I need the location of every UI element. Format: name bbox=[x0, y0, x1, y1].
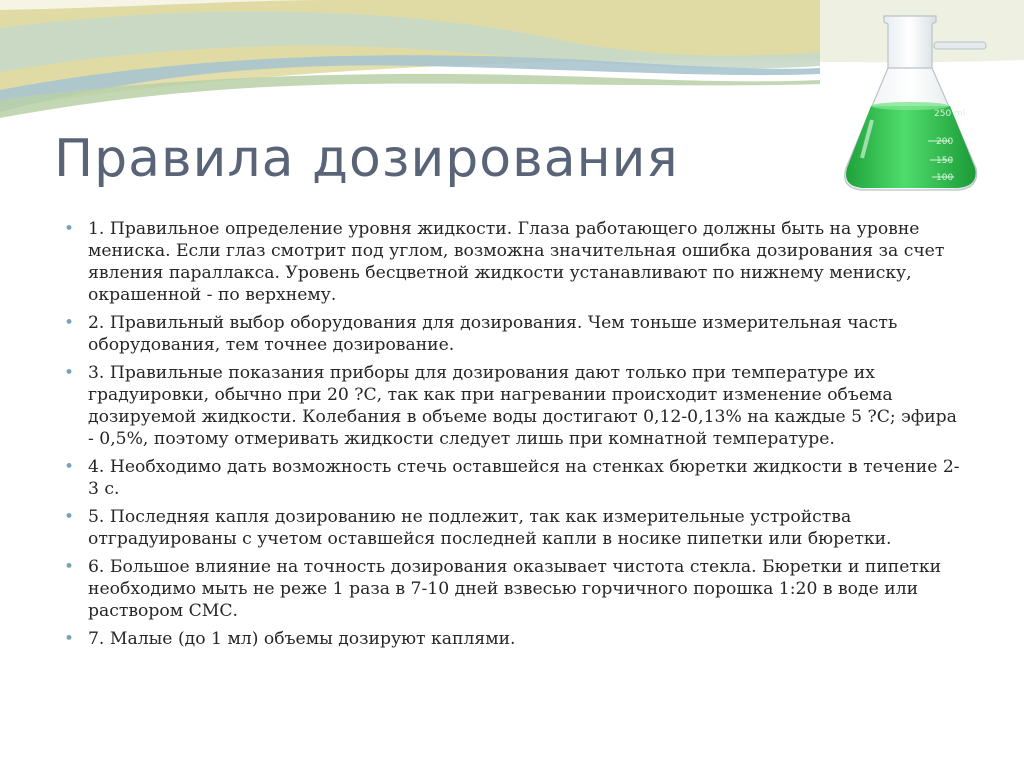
list-item-text: 2. Правильный выбор оборудования для дозирования. Чем тоньше измерительная часть оборудования, тем точнее дозирование. bbox=[88, 313, 898, 355]
bullet-dot-icon: • bbox=[64, 363, 75, 383]
erlenmeyer-flask-image bbox=[838, 8, 988, 198]
flask-mark: 200 bbox=[936, 137, 954, 147]
list-item-text: 6. Большое влияние на точность дозирования оказывает чистота стекла. Бюретки и пипетки необходимо мыть не реже 1 раза в 7-10 дней взвесью горчичного порошка 1:20 в воде или раствором СМС. bbox=[88, 557, 942, 621]
flask-mark: 250 ml bbox=[934, 109, 966, 119]
list-item bbox=[62, 506, 962, 550]
list-item-text: 1. Правильное определение уровня жидкости. Глаза работающего должны быть на уровне мениска. Если глаз смотрит под углом, возможна значительная ошибка дозирования за счет явления параллакса. Уровень бесцветной жидкости устанавливают по нижнему мениску, окрашенной - по верхнему. bbox=[88, 219, 945, 305]
bullet-dot-icon: • bbox=[64, 219, 75, 239]
flask-mark: 100 bbox=[936, 173, 954, 183]
list-item-text: 4. Необходимо дать возможность стечь оставшейся на стенках бюретки жидкости в течение 2-3 с. bbox=[88, 457, 960, 499]
list-item-text: 3. Правильные показания приборы для дозирования дают только при температуре их градуировки, обычно при 20 ?С, так как при нагревании происходит изменение объема дозируемой жидкости. Колебания в объеме воды достигают 0,12-0,13% на каждые 5 ?С; эфира - 0,5%, поэтому отмеривать жидкости следует лишь при комнатной температуре. bbox=[88, 363, 957, 449]
slide-title: Правила дозирования bbox=[54, 129, 679, 189]
list-item-text: 7. Малые (до 1 мл) объемы дозируют каплями. bbox=[88, 629, 516, 649]
list-item bbox=[62, 362, 962, 450]
bullet-dot-icon: • bbox=[64, 557, 75, 577]
bullet-dot-icon: • bbox=[64, 313, 75, 333]
list-item bbox=[62, 312, 962, 356]
flask-mark: 150 bbox=[936, 156, 954, 166]
bullet-list bbox=[62, 218, 962, 656]
list-item bbox=[62, 556, 962, 622]
bullet-dot-icon: • bbox=[64, 457, 75, 477]
bullet-dot-icon: • bbox=[64, 629, 75, 649]
bullet-dot-icon: • bbox=[64, 507, 75, 527]
list-item bbox=[62, 218, 962, 306]
list-item-text: 5. Последняя капля дозированию не подлежит, так как измерительные устройства отградуированы с учетом оставшейся последней капли в носике пипетки или бюретки. bbox=[88, 507, 892, 549]
list-item bbox=[62, 456, 962, 500]
list-item bbox=[62, 628, 962, 650]
